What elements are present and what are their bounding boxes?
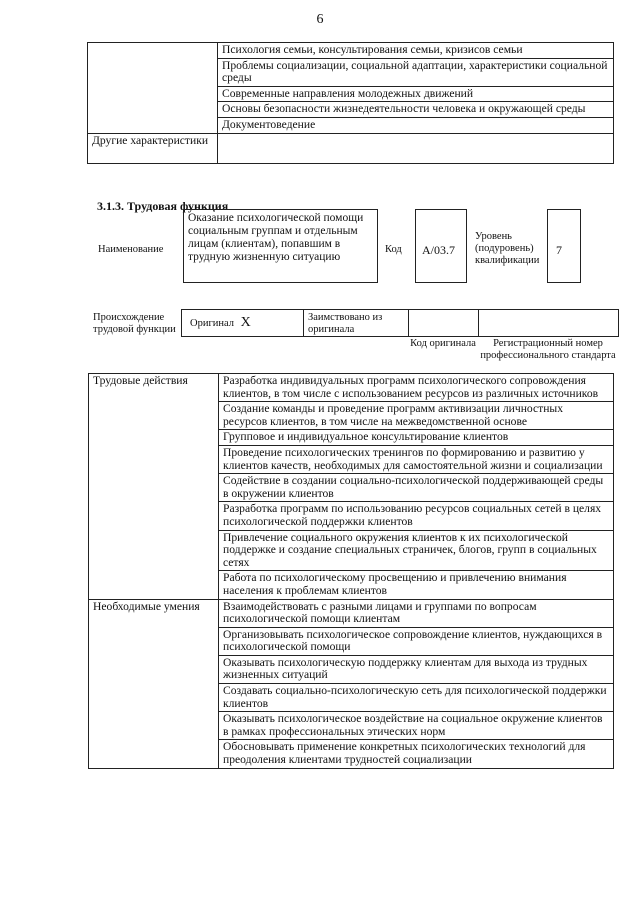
reg-number-cell xyxy=(478,309,619,337)
reg-number-caption: Регистрационный номер профессионального стандарта xyxy=(480,338,616,361)
actions-skills-table xyxy=(88,373,614,769)
skills-label: Необходимые умения xyxy=(89,599,219,768)
code-value-box: А/03.7 xyxy=(415,209,467,283)
actions-label: Трудовые действия xyxy=(89,374,219,600)
table-cell: Психология семьи, консультирования семьи, кризисов семьи xyxy=(218,43,614,59)
other-characteristics-label: Другие характеристики xyxy=(88,133,218,163)
skill-item: Обосновывать применение конкретных психологических технологий для преодоления клиентами трудностей социализации xyxy=(219,740,614,768)
table-cell: Современные направления молодежных движений xyxy=(218,86,614,102)
action-item: Групповое и индивидуальное консультирование клиентов xyxy=(219,430,614,446)
code-label: Код xyxy=(385,244,402,255)
origin-label: Происхождение трудовой функции xyxy=(93,312,176,335)
action-item: Содействие в создании социально-психологической поддерживающей среды в окружении клиентов xyxy=(219,474,614,502)
action-item: Создание команды и проведение программ активизации личностных ресурсов клиентов, в том числе на межведомственной основе xyxy=(219,402,614,430)
level-label: Уровень (подуровень) квалификации xyxy=(475,231,540,266)
action-item: Проведение психологических тренингов по формированию и развитию у клиентов качеств, необходимых для самостоятельной жизни и социализации xyxy=(219,445,614,473)
skill-item: Организовывать психологическое сопровождение клиентов, нуждающихся в психологической помощи xyxy=(219,627,614,655)
function-name-box: Оказание психологической помощи социальным группам и отдельным лицам (клиентам), попавшим в трудную жизненную ситуацию xyxy=(183,209,378,283)
page-number: 6 xyxy=(316,12,324,27)
code-original-cell xyxy=(408,309,479,337)
original-mark: X xyxy=(240,315,251,330)
table-cell: Основы безопасности жизнедеятельности человека и окружающей среды xyxy=(218,102,614,118)
empty-cell xyxy=(218,133,614,163)
level-value-box: 7 xyxy=(547,209,581,283)
knowledge-table xyxy=(87,42,614,164)
origin-row xyxy=(181,309,619,337)
section-heading: 3.1.3. Трудовая функция xyxy=(97,199,229,213)
table-row xyxy=(88,43,614,59)
table-cell: Проблемы социализации, социальной адаптации, характеристики социальной среды xyxy=(218,58,614,86)
table-cell: Документоведение xyxy=(218,117,614,133)
skill-item: Оказывать психологическую поддержку клиентам для выхода из трудных жизненных ситуаций xyxy=(219,655,614,683)
action-item: Привлечение социального окружения клиентов к их психологической поддержке и создание специальных страничек, блогов, групп в социальных сетях xyxy=(219,530,614,571)
action-item: Работа по психологическому просвещению и привлечению внимания населения к проблемам клиентов xyxy=(219,571,614,599)
name-label: Наименование xyxy=(98,244,164,255)
empty-label-cell xyxy=(88,43,218,134)
skill-item: Создавать социально-психологическую сеть для психологической поддержки клиентов xyxy=(219,684,614,712)
table-row xyxy=(88,133,614,163)
skill-item: Взаимодействовать с разными лицами и группами по вопросам психологической помощи клиентам xyxy=(219,599,614,627)
action-item: Разработка индивидуальных программ психологического сопровождения клиентов, в том числе с использованием ресурсов из различных источников xyxy=(219,374,614,402)
code-original-caption: Код оригинала xyxy=(410,338,476,349)
action-item: Разработка программ по использованию ресурсов социальных сетей в целях психологической поддержки клиентов xyxy=(219,502,614,530)
skill-item: Оказывать психологическое воздействие на социальное окружение клиентов в рамках профессиональных этических норм xyxy=(219,712,614,740)
borrowed-cell: Заимствовано из оригинала xyxy=(303,309,409,337)
table-row xyxy=(89,374,614,402)
original-label: Оригинал xyxy=(190,318,234,329)
table-row xyxy=(89,599,614,627)
original-cell xyxy=(181,309,304,337)
